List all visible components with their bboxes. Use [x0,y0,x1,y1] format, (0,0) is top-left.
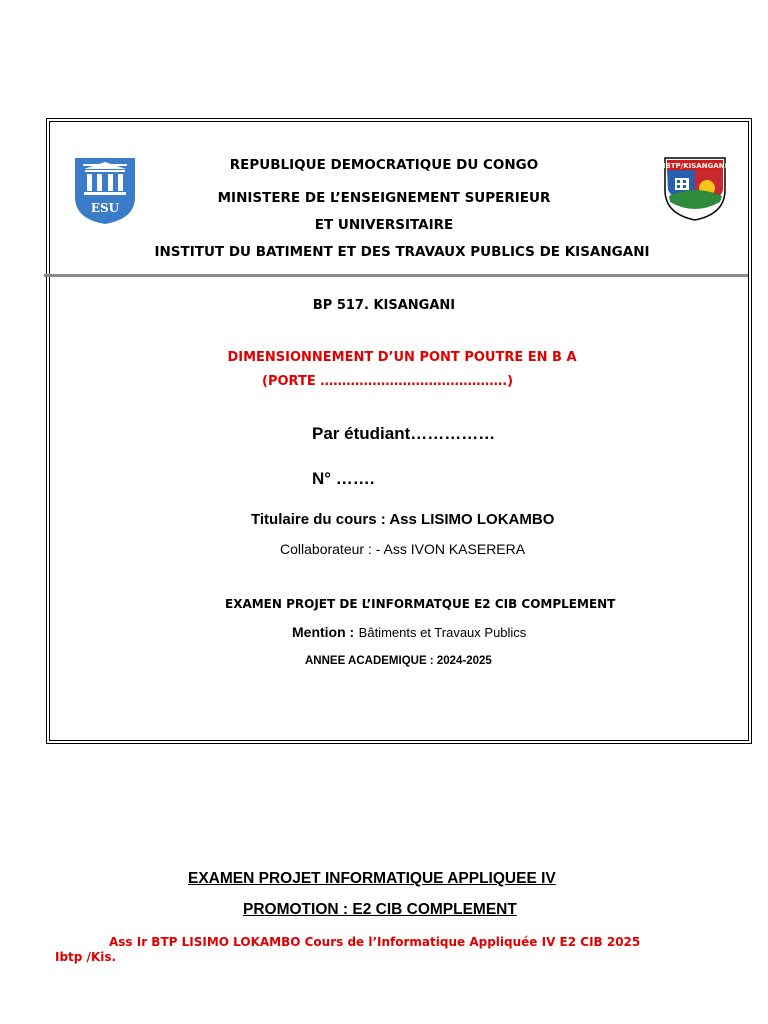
footer-note-line1: Ass Ir BTP LISIMO LOKAMBO Cours de l’Informatique Appliquée IV E2 CIB 2025 [109,935,641,949]
ministry-heading-line2: ET UNIVERSITAIRE [314,217,454,233]
exam-title: EXAMEN PROJET DE L’INFORMATQUE E2 CIB COMPLEMENT [225,597,616,611]
country-heading: REPUBLIQUE DEMOCRATIQUE DU CONGO [229,157,539,173]
mention-line [292,624,526,642]
footer-exam-title: EXAMEN PROJET INFORMATIQUE APPLIQUEE IV [188,870,556,887]
footer-promotion: PROMOTION : E2 CIB COMPLEMENT [243,901,517,918]
student-name-field: Par étudiant…………… [312,424,496,443]
postal-address: BP 517. KISANGANI [312,298,456,313]
svg-text:IBTP/KISANGANI: IBTP/KISANGANI [662,162,728,170]
project-title-line2: (PORTE …………………………………….) [262,374,514,389]
svg-text:ESU: ESU [90,201,120,215]
course-holder: Titulaire du cours : Ass LISIMO LOKAMBO [251,511,555,528]
institute-heading: INSTITUT DU BATIMENT ET DES TRAVAUX PUBLICS DE KISANGANI [154,244,650,260]
mention-value: Bâtiments et Travaux Publics [358,625,527,640]
header-divider [44,274,748,277]
project-title-line1: DIMENSIONNEMENT D’UN PONT POUTRE EN B A [227,350,577,365]
academic-year: ANNEE ACADEMIQUE : 2024-2025 [305,655,492,667]
ministry-heading-line1: MINISTERE DE L’ENSEIGNEMENT SUPERIEUR [217,190,551,206]
mention-label: Mention : [292,624,355,640]
student-number-field: N° ……. [312,469,375,488]
footer-note-line2: Ibtp /Kis. [55,950,117,964]
collaborator: Collaborateur : - Ass IVON KASERERA [280,541,526,557]
